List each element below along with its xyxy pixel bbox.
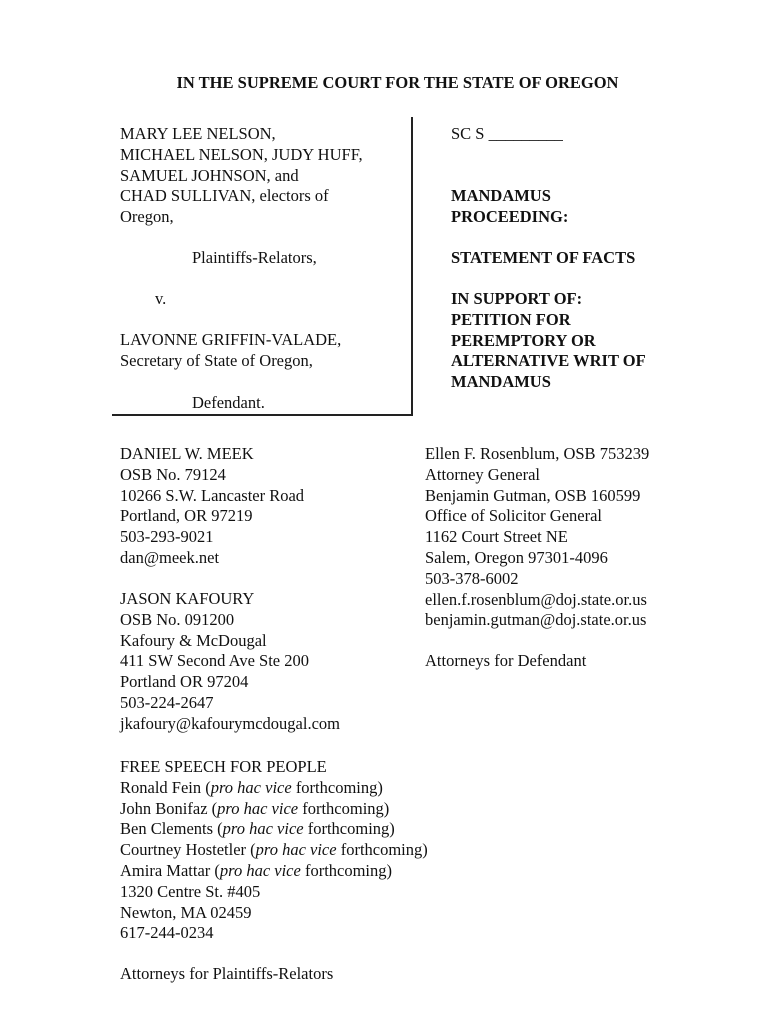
- counsel-line: JASON KAFOURY: [120, 589, 255, 608]
- counsel-line: 503-224-2647: [120, 692, 214, 712]
- counsel-line: OSB No. 79124: [120, 464, 226, 484]
- plaintiff-line: MARY LEE NELSON,: [120, 124, 276, 143]
- support-block: [451, 289, 646, 393]
- plaintiff-line: Oregon,: [120, 207, 174, 227]
- attorney-status: forthcoming): [298, 798, 390, 818]
- counsel-line: Portland, OR 97219: [120, 506, 253, 526]
- document-title: STATEMENT OF FACTS: [451, 248, 636, 267]
- counsel-line: 10266 S.W. Lancaster Road: [120, 485, 305, 505]
- support-line: IN SUPPORT OF:: [451, 289, 583, 308]
- attorney-line: [120, 861, 428, 882]
- counsel-line: DANIEL W. MEEK: [120, 444, 254, 463]
- defendant-block: [120, 330, 341, 372]
- pro-hac-vice: pro hac vice: [210, 777, 292, 797]
- counsel-line: Portland OR 97204: [120, 672, 249, 692]
- counsel-line: 503-378-6002: [425, 568, 519, 588]
- email-link[interactable]: jkafoury@kafourymcdougal.com: [120, 713, 341, 733]
- email-link[interactable]: dan@meek.net: [120, 547, 220, 567]
- attorney-name: Courtney Hostetler (: [120, 840, 256, 860]
- counsel-line: Attorney General: [425, 464, 540, 484]
- organization-name: FREE SPEECH FOR PEOPLE: [120, 757, 327, 776]
- attorney-line: [120, 799, 428, 820]
- pro-hac-vice: pro hac vice: [217, 798, 299, 818]
- relator-counsel-label: Attorneys for Plaintiffs-Relators: [120, 964, 334, 983]
- case-number: SC S _________: [451, 124, 563, 143]
- attorney-name: Ben Clements (: [120, 819, 223, 839]
- support-line: MANDAMUS: [451, 372, 551, 392]
- proceeding-line: PROCEEDING:: [451, 206, 569, 226]
- address-line: Newton, MA 02459: [120, 902, 252, 922]
- court-title: IN THE SUPREME COURT FOR THE STATE OF OREGON: [176, 73, 619, 92]
- plaintiff-line: SAMUEL JOHNSON, and: [120, 165, 299, 185]
- support-line: PEREMPTORY OR: [451, 330, 596, 350]
- attorney-status: forthcoming): [303, 819, 395, 839]
- support-line: PETITION FOR: [451, 309, 571, 329]
- defendant-role: Defendant.: [192, 393, 265, 412]
- pro-hac-vice: pro hac vice: [222, 819, 304, 839]
- kafoury-contact-block: [120, 589, 340, 735]
- counsel-line: Salem, Oregon 97301-4096: [425, 547, 608, 567]
- attorney-name: Amira Mattar (: [120, 860, 220, 880]
- plaintiffs-role: Plaintiffs-Relators,: [192, 248, 317, 267]
- counsel-line: OSB No. 091200: [120, 609, 235, 629]
- defendant-line: LAVONNE GRIFFIN-VALADE,: [120, 330, 342, 349]
- attorney-name: John Bonifaz (: [120, 798, 218, 818]
- meek-contact-block: [120, 444, 304, 569]
- counsel-line: Benjamin Gutman, OSB 160599: [425, 485, 641, 505]
- counsel-line: Office of Solicitor General: [425, 506, 603, 526]
- counsel-line: 411 SW Second Ave Ste 200: [120, 651, 309, 671]
- attorney-line: [120, 819, 428, 840]
- caption-vertical-divider: [411, 117, 413, 415]
- defendant-line: Secretary of State of Oregon,: [120, 350, 313, 370]
- email-link[interactable]: ellen.f.rosenblum@doj.state.or.us: [425, 589, 647, 609]
- address-line: 1320 Centre St. #405: [120, 881, 261, 901]
- attorney-line: [120, 778, 428, 799]
- plaintiff-line: CHAD SULLIVAN, electors of: [120, 186, 329, 206]
- plaintiff-line: MICHAEL NELSON, JUDY HUFF,: [120, 144, 363, 164]
- plaintiffs-block: [120, 124, 363, 228]
- phone-line: 617-244-0234: [120, 923, 214, 943]
- attorney-status: forthcoming): [300, 860, 393, 880]
- versus: v.: [155, 289, 167, 308]
- attorney-status: forthcoming): [336, 840, 428, 860]
- pro-hac-vice: pro hac vice: [255, 840, 337, 860]
- proceeding-line: MANDAMUS: [451, 186, 551, 205]
- attorney-name: Ronald Fein (: [120, 777, 211, 797]
- counsel-line: Kafoury & McDougal: [120, 630, 267, 650]
- email-link[interactable]: benjamin.gutman@doj.state.or.us: [425, 610, 647, 630]
- proceeding-block: [451, 186, 568, 228]
- caption-horizontal-divider: [112, 414, 413, 416]
- fsfp-contact-block: [120, 757, 428, 944]
- pro-hac-vice: pro hac vice: [219, 860, 301, 880]
- counsel-line: Ellen F. Rosenblum, OSB 753239: [425, 444, 650, 463]
- defendant-counsel-label: Attorneys for Defendant: [425, 651, 587, 670]
- counsel-line: 503-293-9021: [120, 527, 214, 547]
- defendant-counsel-block: [425, 444, 649, 631]
- support-line: ALTERNATIVE WRIT OF: [451, 351, 646, 371]
- attorney-line: [120, 840, 428, 861]
- counsel-line: 1162 Court Street NE: [425, 527, 568, 547]
- attorney-status: forthcoming): [291, 777, 383, 797]
